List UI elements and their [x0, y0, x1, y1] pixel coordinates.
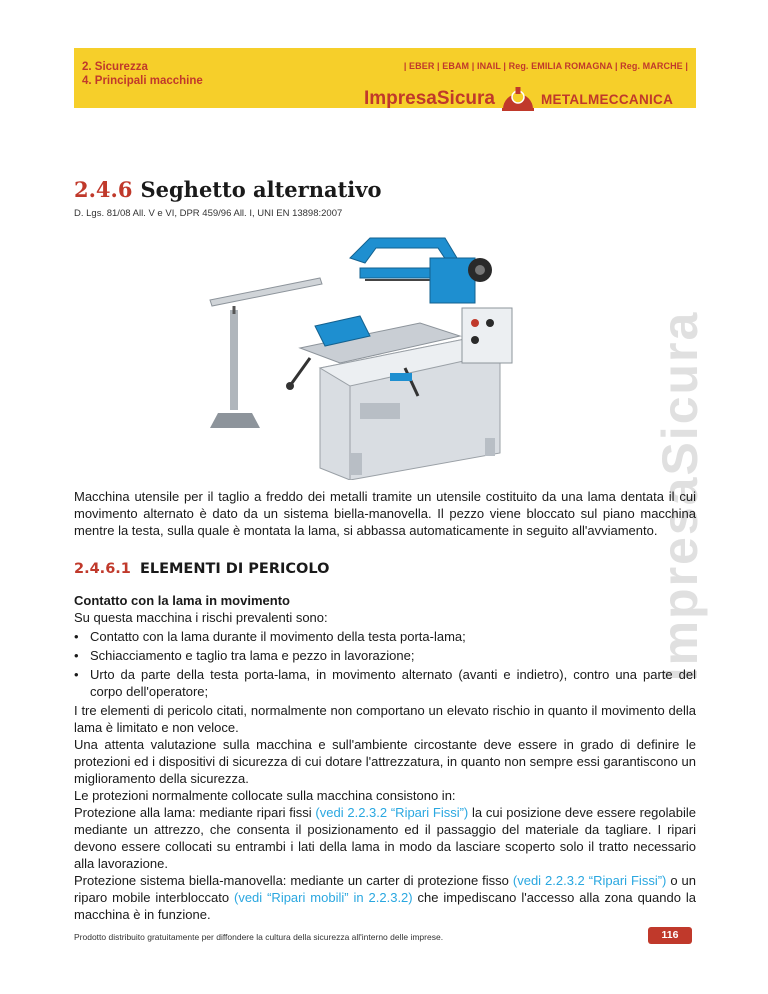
watermark-text: ImpresaSicura	[652, 310, 708, 682]
risks-lead: Su questa macchina i rischi prevalenti sono:	[74, 610, 328, 625]
page-number-badge: 116	[648, 927, 692, 944]
helmet-logo-icon	[501, 85, 535, 113]
title-number: 2.4.6	[74, 177, 133, 202]
link-ripari-mobili[interactable]: (vedi “Ripari mobili” in 2.2.3.2)	[234, 890, 413, 905]
hacksaw-machine-image	[200, 218, 530, 480]
paragraph-crank-protection	[74, 872, 696, 923]
paragraph-risk-level: I tre elementi di pericolo citati, normalmente non comportano un elevato rischio in quanto il movimento della lama è limitato e non veloce.	[74, 703, 696, 735]
regulation-reference: D. Lgs. 81/08 All. V e VI, DPR 459/96 All. I, UNI EN 13898:2007	[74, 208, 343, 219]
paragraph-protections: Le protezioni normalmente collocate sulla macchina consistono in:	[74, 788, 456, 803]
text-run: Protezione sistema biella-manovella: mediante un carter di protezione fisso	[74, 873, 513, 888]
section-number: 2.4.6.1	[74, 561, 131, 577]
list-item: • Schiacciamento e taglio tra lama e pezzo in lavorazione;	[74, 647, 696, 664]
paragraph-blade-protection	[74, 804, 696, 872]
brand-sector: METALMECCANICA	[540, 91, 674, 107]
footer-note: Prodotto distribuito gratuitamente per diffondere la cultura della sicurezza all'interno delle imprese.	[74, 932, 444, 942]
section-title-text: ELEMENTI DI PERICOLO	[139, 561, 330, 577]
link-ripari-fissi-2[interactable]: (vedi 2.2.3.2 “Ripari Fissi”)	[512, 873, 667, 888]
link-ripari-fissi[interactable]: (vedi 2.2.3.2 “Ripari Fissi”)	[315, 805, 469, 820]
breadcrumb-section: 2. Sicurezza	[82, 61, 148, 73]
list-item: • Urto da parte della testa porta-lama, in movimento alternato (avanti e indietro), contro una parte del corpo dell'operatore;	[74, 666, 696, 700]
risk-list	[74, 628, 696, 700]
partners-list: | EBER | EBAM | INAIL | Reg. EMILIA ROMAGNA | Reg. MARCHE |	[403, 61, 688, 71]
title-text: Seghetto alternativo	[140, 177, 382, 202]
text-run: Protezione alla lama: mediante ripari fissi	[74, 805, 316, 820]
breadcrumb	[82, 60, 203, 88]
list-item: • Contatto con la lama durante il movimento della testa porta-lama;	[74, 628, 696, 645]
page-title	[74, 177, 382, 202]
intro-paragraph: Macchina utensile per il taglio a freddo dei metalli tramite un utensile costituito da una lama dentata il cui movimento alternato è dato da un sistema biella-manovella. Il pezzo viene bloccato sul piano macchina mentre la testa, sulla quale è montata la lama, si abbassa automaticamente in seguito all'avviamento.	[74, 489, 696, 538]
section-heading	[74, 561, 696, 578]
breadcrumb-subsection: 4. Principali macchine	[82, 75, 203, 87]
brand-name: ImpresaSicura	[364, 88, 495, 109]
subheading: Contatto con la lama in movimento	[74, 593, 290, 608]
text-run: o un riparo mobile interbloccato	[74, 873, 696, 905]
paragraph-evaluation: Una attenta valutazione sulla macchina e sull'ambiente circostante deve essere in grado di definire le protezioni ed i dispositivi di sicurezza di cui dotare l'attrezzatura, in quanto non sempre essi garantiscono un miglioramento della sicurezza.	[74, 737, 696, 786]
main-content	[74, 488, 696, 923]
brand-logo-group	[364, 86, 673, 112]
text-run: la cui posizione deve essere regolabile mediante un attrezzo, che consenta il posizionamento ed il passaggio del materiale da tagliare. I ripari devono essere collocati su entrambi i lati della lama in modo da lasciare scoperto solo il tratto necessario alla lavorazione.	[74, 805, 696, 871]
text-run: che impediscano l'accesso alla zona quando la macchina è in funzione.	[74, 890, 696, 922]
